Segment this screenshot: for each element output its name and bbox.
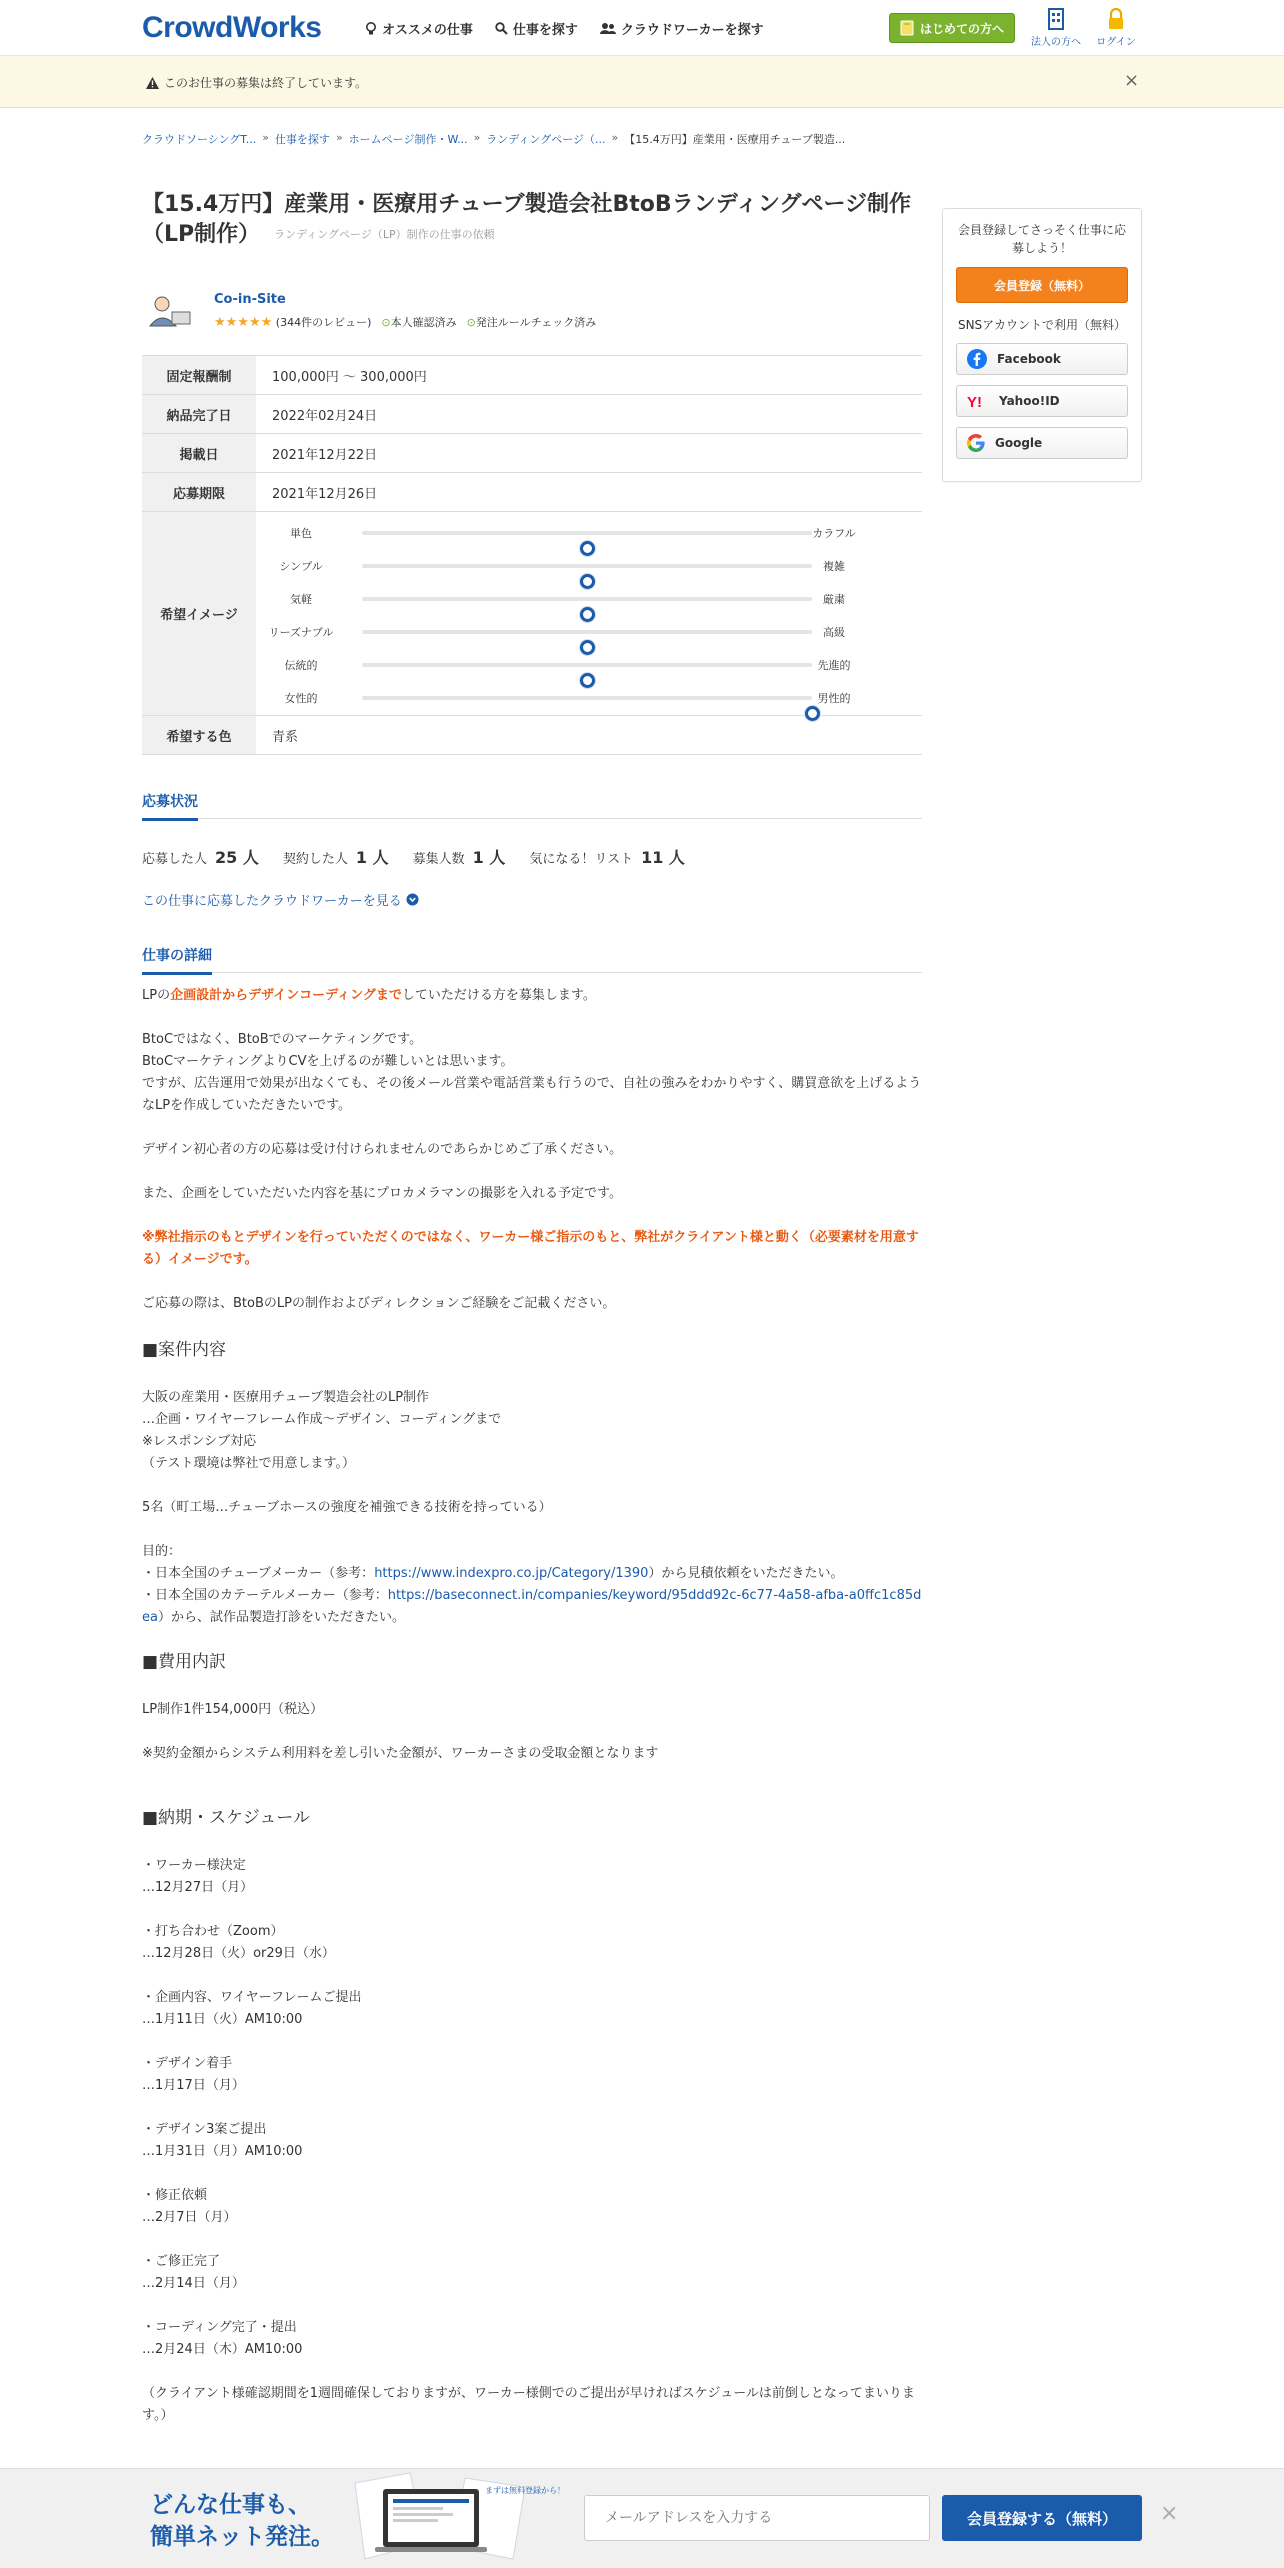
schedule-date: …1月31日（月）AM10:00 (142, 2144, 303, 2159)
client-name-link[interactable]: Co-in-Site (214, 292, 286, 307)
cost-heading: ■費用内訳 (142, 1652, 227, 1672)
schedule-date: …12月28日（火）or29日（水） (142, 1946, 335, 1961)
text-line: BtoCではなく、BtoBでのマーケティングです。 (142, 1032, 423, 1047)
stat-recruit-value: 1 人 (472, 848, 506, 867)
client-meta (214, 314, 596, 330)
slider-right-label: 厳粛 (823, 593, 845, 606)
row-label-image-prefs: 希望イメージ (142, 512, 256, 716)
details-heading (142, 945, 922, 973)
reference-link[interactable]: https://baseconnect.in/companies/keyword/95ddd92c-6c77-4a58-afba-a0ffc1c85dea (142, 1588, 922, 1625)
slider-track (362, 531, 812, 535)
schedule-item (142, 1987, 922, 2031)
crowdworks-logo[interactable]: CrowdWorks (142, 11, 322, 44)
svg-text:Y!: Y! (967, 394, 982, 411)
slider-track (362, 564, 812, 568)
job-title: 【15.4万円】産業用・医療用チューブ製造会社BtoBランディングページ制作（LP制作） (142, 192, 912, 247)
sns-label: SNSアカウントで利用（無料） (957, 318, 1127, 332)
nav-find-workers[interactable] (600, 19, 764, 38)
stat-applicants (142, 845, 259, 868)
slider-left-label: リーズナブル (268, 626, 334, 639)
stat-watchlist (529, 845, 685, 868)
breadcrumb-item-find-jobs[interactable]: 仕事を探す (274, 133, 330, 146)
rule-checked-badge: 発注ルールチェック済み (475, 316, 597, 329)
row-value-deadline: 2021年12月26日 (256, 473, 922, 512)
schedule-step: ・打ち合わせ（Zoom） (142, 1924, 284, 1939)
login-link-label: ログイン (1096, 37, 1136, 48)
stat-watchlist-value: 11 人 (641, 848, 685, 867)
breadcrumb-item-landing-page[interactable]: ランディングページ（... (486, 133, 606, 146)
job-category-subtitle[interactable]: ランディングページ（LP）制作の仕事の依頼 (274, 228, 495, 241)
table-row (142, 512, 922, 716)
slider-right-label: 先進的 (817, 659, 851, 672)
schedule-list (142, 1855, 922, 2361)
row-value-posted-date: 2021年12月22日 (256, 434, 922, 473)
lock-icon (1107, 8, 1125, 30)
users-icon (600, 22, 616, 35)
closed-notice (146, 74, 367, 91)
schedule-item (142, 2251, 922, 2295)
text: ）から見積依頼をいただきたい。 (648, 1566, 844, 1581)
schedule-item (142, 2119, 922, 2163)
breadcrumb-item-web-production[interactable]: ホームページ制作・W... (348, 133, 468, 146)
schedule-date: …1月11日（火）AM10:00 (142, 2012, 303, 2027)
table-row (142, 395, 922, 434)
slider-left-label: シンプル (279, 560, 323, 573)
row-value-delivery-date: 2022年02月24日 (256, 395, 922, 434)
book-icon (900, 20, 914, 36)
facebook-label: Facebook (997, 352, 1061, 366)
text-line: BtoCマーケティングよりCVを上げるのが難しいとは思います。 (142, 1054, 514, 1069)
applications-heading (142, 791, 922, 819)
image-slider-row (256, 647, 922, 680)
stat-contracted-value: 1 人 (355, 848, 389, 867)
schedule-item (142, 1921, 922, 1965)
rating-stars: ★★★★★ (214, 315, 273, 330)
breadcrumb-separator: » (262, 131, 269, 144)
schedule-item (142, 1855, 922, 1899)
intro-text: していただける方を募集します。 (401, 988, 596, 1003)
job-description (142, 985, 922, 2427)
intro-text: LPの (142, 988, 171, 1003)
nav-recommended-jobs[interactable] (365, 19, 473, 38)
signup-message: 会員登録してさっそく仕事に応募しよう！ (957, 223, 1126, 255)
text: ・日本全国のカテーテルメーカー（参考： (142, 1588, 388, 1603)
signup-sidebar (942, 208, 1142, 482)
facebook-login-button[interactable] (956, 343, 1128, 375)
close-icon[interactable]: × (1160, 2501, 1179, 2526)
slider-track (362, 663, 812, 667)
image-slider-row (256, 614, 922, 647)
client-avatar[interactable] (142, 290, 194, 330)
nav-find-jobs[interactable] (495, 19, 578, 38)
purpose-line-2 (142, 1585, 922, 1629)
table-row (142, 716, 922, 755)
schedule-item (142, 2185, 922, 2229)
nav-find-workers-label: クラウドワーカーを探す (620, 23, 764, 38)
view-applicants-link[interactable] (142, 890, 922, 909)
laptop-illustration (335, 2473, 565, 2563)
stat-recruit-label: 募集人数 (412, 852, 465, 867)
slider-track (362, 597, 812, 601)
check-circle-icon: ⊙ (466, 316, 476, 329)
image-slider-row (256, 548, 922, 581)
text-line: ですが、広告運用で効果が出なくても、その後メール営業や電話営業も行うので、自社の強みをわかりやすく、購買意欲を上げるようなLPを作成していただきたいです。 (142, 1076, 922, 1113)
facebook-icon (967, 349, 987, 369)
breadcrumb (142, 131, 845, 147)
row-label-deadline: 応募期限 (142, 473, 256, 512)
schedule-item (142, 2053, 922, 2097)
banner-headline (150, 2489, 334, 2553)
yahoo-icon (967, 393, 989, 409)
cost-line: LP制作1件154,000円（税込） (142, 1702, 324, 1717)
chevron-down-circle-icon (406, 893, 419, 906)
text-line: 大阪の産業用・医療用チューブ製造会社のLP制作 (142, 1390, 430, 1405)
banner-image-tag: まずは無料登録から！ (485, 2486, 565, 2495)
staff-info: 5名（町工場…チューブホースの強度を補強できる技術を持っている） (142, 1500, 552, 1515)
beginner-guide-button[interactable] (889, 13, 1015, 43)
banner-headline-line: 簡単ネット発注。 (150, 2524, 334, 2550)
stat-contracted-label: 契約した人 (282, 852, 348, 867)
table-row (142, 473, 922, 512)
case-heading: ■案件内容 (142, 1340, 227, 1360)
job-info-table (142, 355, 922, 755)
building-icon (1047, 8, 1065, 30)
breadcrumb-separator: » (611, 131, 619, 144)
table-row (142, 356, 922, 395)
stat-applicants-label: 応募した人 (142, 852, 208, 867)
lightbulb-icon (365, 22, 377, 36)
job-main (142, 190, 922, 2427)
case-content (142, 1387, 922, 1475)
direction-notice: ※弊社指示のもとデザインを行っていただくのではなく、ワーカー様ご指示のもと、弊社がクライアント様と動く（必要素材を用意する）イメージです。 (142, 1230, 919, 1267)
schedule-step: ・コーディング完了・提出 (142, 2320, 297, 2335)
beginner-guide-label: はじめての方へ (919, 21, 1004, 36)
slider-list (256, 515, 922, 713)
slider-knob (805, 706, 820, 721)
purpose-block (142, 1541, 922, 1629)
beginner-notice: デザイン初心者の方の応募は受け付けられませんのであらかじめご了承ください。 (142, 1142, 623, 1157)
schedule-item (142, 2317, 922, 2361)
corporate-link-label: 法人の方へ (1031, 37, 1081, 48)
text-line: ※レスポンシブ対応 (142, 1434, 257, 1449)
breadcrumb-separator: » (335, 131, 343, 144)
slider-left-label: 伝統的 (284, 659, 318, 672)
schedule-step: ・修正依頼 (142, 2188, 208, 2203)
purpose-line-1 (142, 1563, 922, 1585)
banner-headline-line: どんな仕事も、 (150, 2492, 311, 2518)
slider-left-label: 単色 (290, 527, 312, 540)
breadcrumb-item-crowdsourcing[interactable]: クラウドソーシングT... (142, 133, 257, 146)
row-label-posted-date: 掲載日 (142, 434, 256, 473)
google-login-button[interactable] (956, 427, 1128, 459)
applications-heading-text: 応募状況 (142, 791, 198, 821)
schedule-date: …2月24日（木）AM10:00 (142, 2342, 303, 2357)
top-header (0, 0, 1284, 56)
text: ・日本全国のチューブメーカー（参考： (142, 1566, 375, 1581)
text: ）から、試作品製造打診をいただきたい。 (157, 1610, 405, 1625)
marketing-paragraph (142, 1029, 922, 1117)
login-link[interactable] (1086, 8, 1146, 48)
row-label-color: 希望する色 (142, 716, 256, 755)
google-label: Google (995, 436, 1043, 450)
schedule-heading: ■納期・スケジュール (142, 1808, 311, 1828)
slider-right-label: 高級 (823, 626, 845, 639)
text-line: （テスト環境は弊社で用意します。） (142, 1456, 355, 1471)
row-value-color: 青系 (256, 716, 922, 755)
row-value-fixed-fee: 100,000円 〜 300,000円 (256, 356, 922, 395)
job-title-block (142, 190, 922, 250)
schedule-step: ・デザイン3案ご提出 (142, 2122, 267, 2137)
schedule-date: …1月17日（月） (142, 2078, 245, 2093)
application-stats (142, 845, 922, 868)
slider-track (362, 696, 812, 700)
corporate-link[interactable] (1026, 8, 1086, 48)
slider-right-label: 男性的 (817, 692, 851, 705)
slider-right-label: 複雑 (823, 560, 845, 573)
row-label-fixed-fee: 固定報酬制 (142, 356, 256, 395)
row-label-delivery-date: 納品完了日 (142, 395, 256, 434)
google-icon (967, 434, 985, 452)
yahoo-label: Yahoo!ID (999, 394, 1060, 408)
stat-applicants-value: 25 人 (215, 848, 259, 867)
schedule-step: ・企画内容、ワイヤーフレームご提出 (142, 1990, 362, 2005)
identity-verified-badge: 本人確認済み (390, 316, 457, 329)
image-prefs-sliders (256, 512, 922, 716)
client-info (142, 290, 922, 330)
schedule-date: …12月27日（月） (142, 1880, 254, 1895)
intro-emphasis: 企画設計からデザインコーディングまで (170, 988, 402, 1003)
breadcrumb-separator: » (473, 131, 481, 144)
nav-recommended-label: オススメの仕事 (382, 23, 473, 38)
text-line: …企画・ワイヤーフレーム作成～デザイン、コーディングまで (142, 1412, 502, 1427)
intro-paragraph (142, 985, 922, 1007)
image-slider-row (256, 515, 922, 548)
review-count[interactable]: (344件のレビュー) (275, 316, 372, 329)
closed-notice-bar (0, 56, 1284, 108)
schedule-step: ・デザイン着手 (142, 2056, 233, 2071)
slider-left-label: 気軽 (290, 593, 312, 606)
check-circle-icon: ⊙ (381, 316, 391, 329)
search-icon (495, 22, 508, 35)
schedule-note: （クライアント様確認期間を1週間確保しておりますが、ワーカー様側でのご提出が早ければスケジュールは前倒しとなってまいります。） (142, 2386, 915, 2423)
image-slider-row (256, 581, 922, 614)
header-nav (365, 19, 764, 38)
closed-notice-text: このお仕事の募集は終了しています。 (164, 76, 368, 90)
stat-recruit (413, 845, 506, 868)
warning-icon (146, 77, 159, 89)
stat-contracted (283, 845, 389, 868)
breadcrumb-item-current: 【15.4万円】産業用・医療用チューブ製造... (624, 133, 846, 146)
signup-banner (0, 2468, 1284, 2568)
email-input[interactable] (584, 2495, 930, 2541)
schedule-date: …2月7日（月） (142, 2210, 237, 2225)
stat-watchlist-label: 気になる！リスト (529, 852, 634, 867)
view-applicants-label: この仕事に応募したクラウドワーカーを見る (142, 894, 402, 909)
slider-right-label: カラフル (812, 527, 856, 540)
yahoo-login-button[interactable] (956, 385, 1128, 417)
reference-link[interactable]: https://www.indexpro.co.jp/Category/1390 (374, 1566, 649, 1581)
application-instructions: ご応募の際は、BtoBのLPの制作およびディレクションご経験をご記載ください。 (142, 1296, 616, 1311)
table-row (142, 434, 922, 473)
image-slider-row (256, 680, 922, 713)
banner-register-button[interactable]: 会員登録する（無料） (942, 2495, 1142, 2541)
schedule-step: ・ワーカー様決定 (142, 1858, 246, 1873)
nav-find-jobs-label: 仕事を探す (512, 23, 578, 38)
cost-note: ※契約金額からシステム利用料を差し引いた金額が、ワーカーさまの受取金額となります (142, 1746, 659, 1761)
register-button[interactable]: 会員登録（無料） (956, 267, 1128, 303)
slider-left-label: 女性的 (284, 692, 318, 705)
photographer-notice: また、企画をしていただいた内容を基にプロカメラマンの撮影を入れる予定です。 (142, 1186, 622, 1201)
close-icon[interactable]: × (1124, 70, 1140, 91)
slider-track (362, 630, 812, 634)
details-heading-text: 仕事の詳細 (142, 945, 212, 975)
schedule-date: …2月14日（月） (142, 2276, 245, 2291)
schedule-step: ・ご修正完了 (142, 2254, 221, 2269)
purpose-label: 目的： (142, 1544, 182, 1559)
